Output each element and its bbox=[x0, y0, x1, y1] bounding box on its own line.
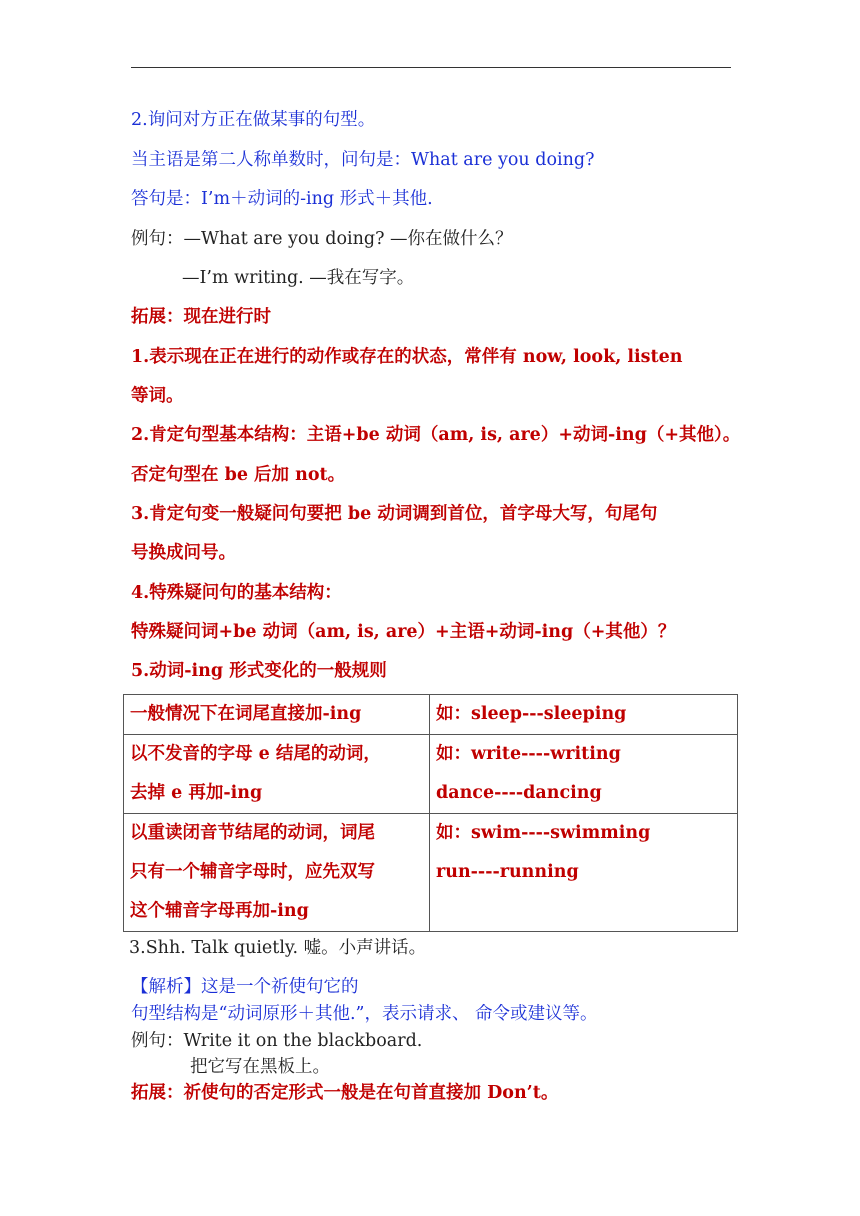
example-translation: 把它写在黑板上。 bbox=[190, 1057, 330, 1077]
rule-2-line-2: 否定句型在 be 后加 not。 bbox=[131, 465, 346, 485]
rule-1-line-1: 1.表示现在正在进行的动作或存在的状态，常伴有 now, look, listen bbox=[131, 347, 683, 367]
analysis-line-1: 【解析】这是一个祈使句它的 bbox=[131, 977, 359, 997]
rule-2-line-1: 2.肯定句型基本结构：主语+be 动词（am, is, are）+动词-ing（+其他）。 bbox=[131, 425, 741, 445]
example-question: 例句：—What are you doing? —你在做什么？ bbox=[131, 229, 513, 249]
table-row bbox=[124, 735, 738, 814]
section-heading: 2.询问对方正在做某事的句型。 bbox=[131, 110, 376, 130]
analysis-line-2: 句型结构是“动词原形＋其他.”，表示请求、 命令或建议等。 bbox=[131, 1004, 598, 1024]
rule-5-heading: 5.动词-ing 形式变化的一般规则 bbox=[131, 661, 387, 681]
rule-text: 以不发音的字母 e 结尾的动词， bbox=[130, 744, 381, 764]
example-cell bbox=[430, 735, 738, 814]
ing-rules-table bbox=[123, 694, 738, 932]
rule-3-line-2: 号换成问号。 bbox=[131, 543, 236, 563]
rule-text: 一般情况下在词尾直接加-ing bbox=[130, 704, 362, 724]
rule-4-line-2: 特殊疑问词+be 动词（am, is, are）+主语+动词-ing（+其他）？ bbox=[131, 622, 676, 642]
question-form: 当主语是第二人称单数时，问句是：What are you doing? bbox=[131, 150, 595, 170]
example-cell bbox=[430, 814, 738, 932]
extension-heading: 拓展：现在进行时 bbox=[131, 307, 271, 327]
example-text: 如：write----writing bbox=[436, 744, 621, 764]
example-text: 如：sleep---sleeping bbox=[436, 704, 627, 724]
header-rule bbox=[131, 67, 731, 68]
rule-cell bbox=[124, 735, 430, 814]
table-row bbox=[124, 814, 738, 932]
sentence-3: 3.Shh. Talk quietly. 嘘。小声讲话。 bbox=[129, 938, 427, 958]
rule-cell bbox=[124, 695, 430, 735]
table-row bbox=[124, 695, 738, 735]
example-text: 如：swim----swimming bbox=[436, 823, 651, 843]
example-sentence: 例句：Write it on the blackboard. bbox=[131, 1031, 423, 1051]
example-text: run----running bbox=[436, 862, 579, 882]
rule-4-line-1: 4.特殊疑问句的基本结构： bbox=[131, 583, 342, 603]
example-text: dance----dancing bbox=[436, 783, 602, 803]
rule-text: 这个辅音字母再加-ing bbox=[130, 901, 309, 921]
example-answer: —I’m writing. —我在写字。 bbox=[182, 268, 415, 288]
imperative-extension: 拓展：祈使句的否定形式一般是在句首直接加 Don’t。 bbox=[131, 1083, 559, 1103]
rule-text: 以重读闭音节结尾的动词，词尾 bbox=[130, 823, 375, 843]
answer-form: 答句是：I’m＋动词的-ing 形式＋其他. bbox=[131, 189, 433, 209]
rule-3-line-1: 3.肯定句变一般疑问句要把 be 动词调到首位，首字母大写，句尾句 bbox=[131, 504, 658, 524]
rule-1-line-2: 等词。 bbox=[131, 386, 184, 406]
example-cell bbox=[430, 695, 738, 735]
rule-text: 只有一个辅音字母时，应先双写 bbox=[130, 862, 375, 882]
rule-text: 去掉 e 再加-ing bbox=[130, 783, 263, 803]
rule-cell bbox=[124, 814, 430, 932]
